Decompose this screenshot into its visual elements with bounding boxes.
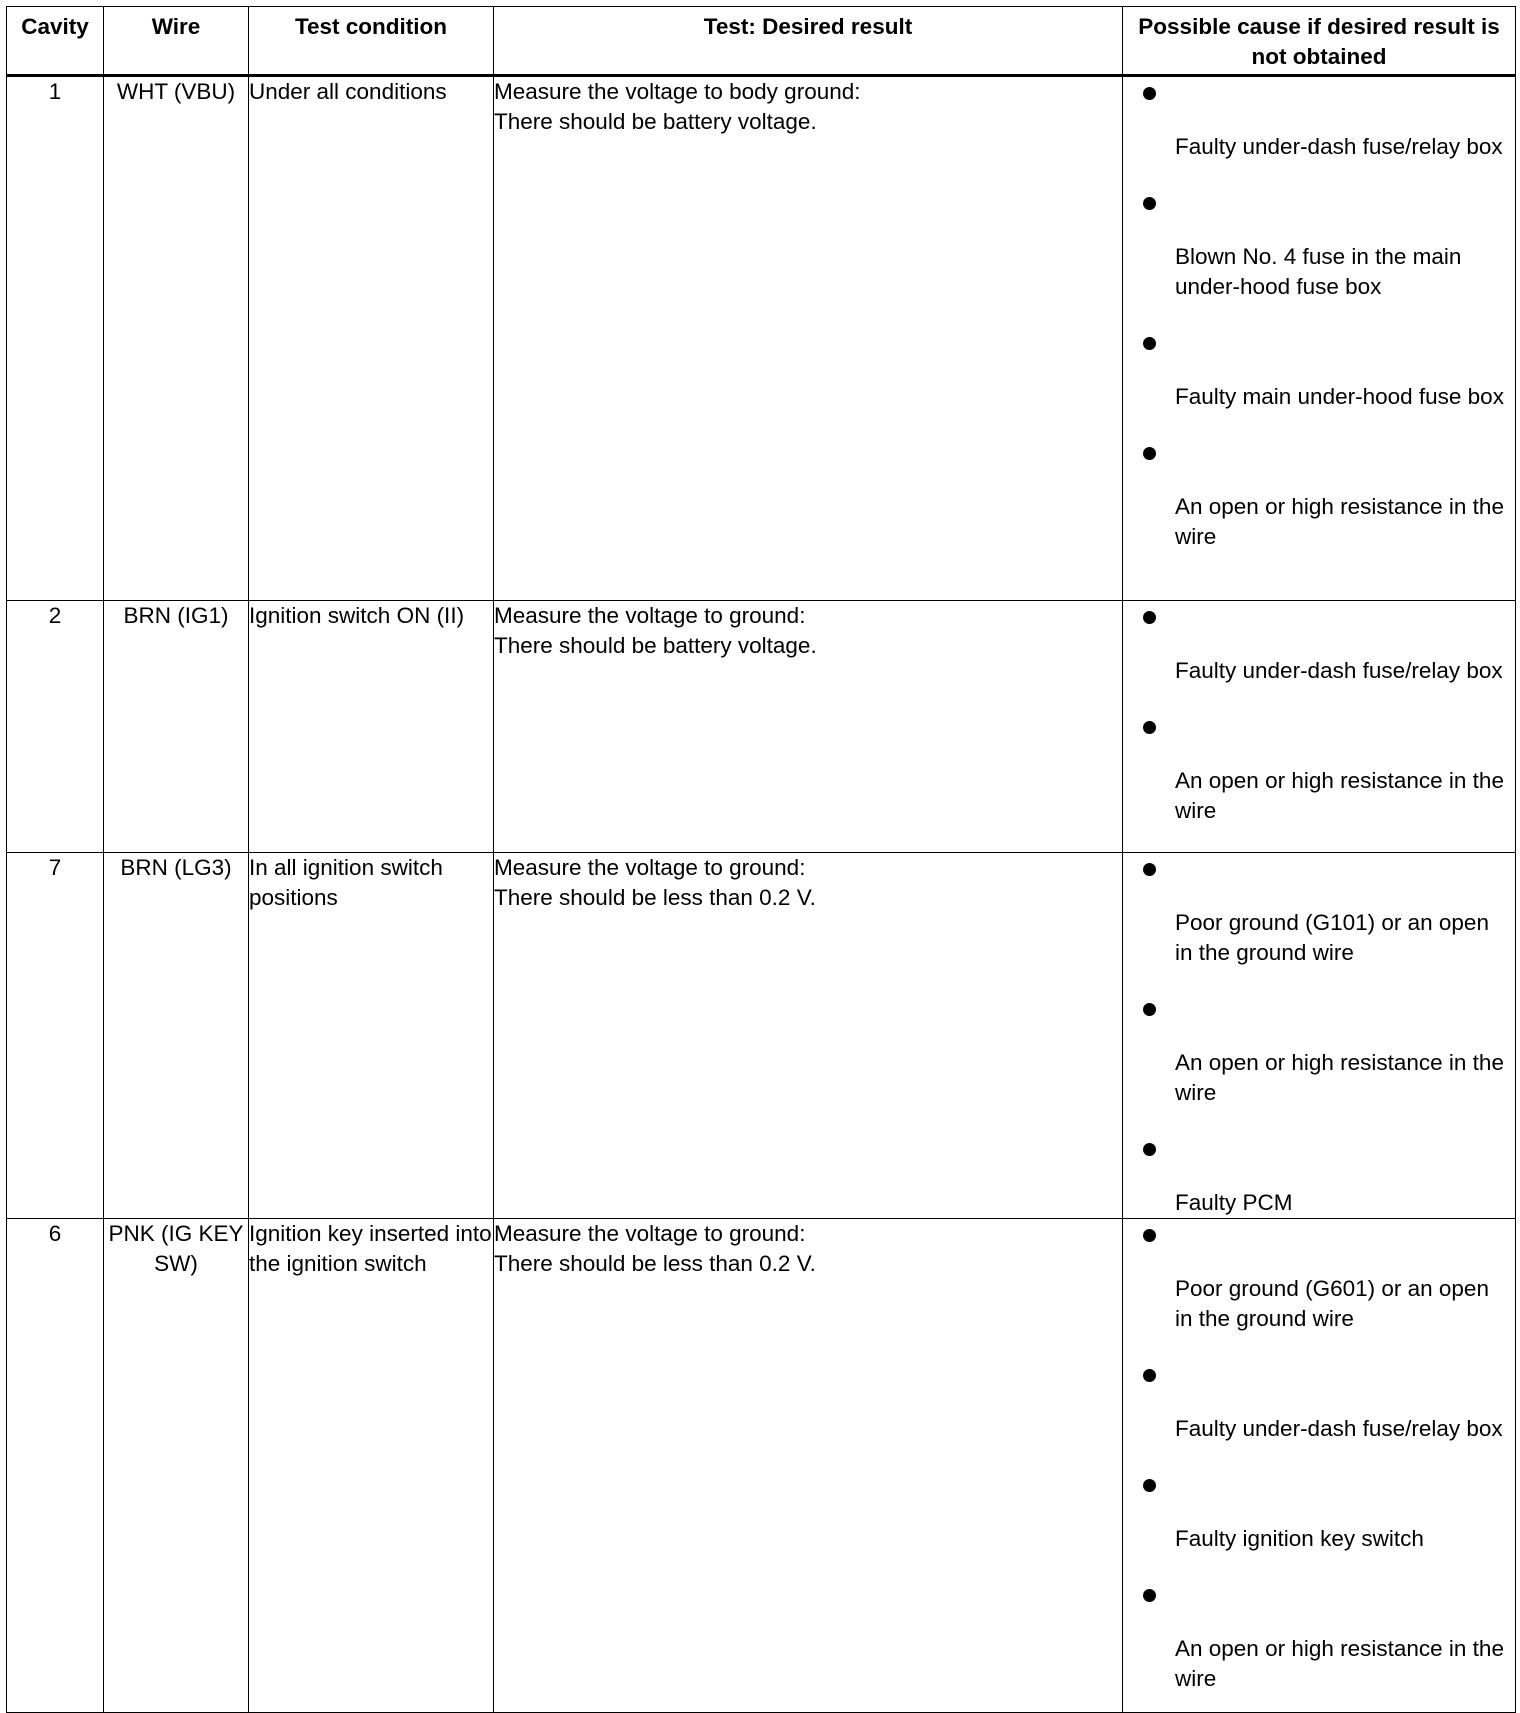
cause-text: Poor ground (G101) or an open in the ground wire: [1175, 910, 1489, 965]
possible-cause-cell: [1123, 1219, 1516, 1713]
test-condition-cell: In all ignition switch positions: [249, 853, 494, 1219]
bullet-icon: [1143, 197, 1156, 210]
cause-item: [1123, 993, 1515, 1108]
table-row: [7, 601, 1516, 853]
cause-text: An open or high resistance in the wire: [1175, 768, 1504, 823]
cause-text: Faulty ignition key switch: [1175, 1526, 1424, 1551]
table-header-row: [7, 7, 1516, 76]
desired-result-cell: Measure the voltage to body ground: There should be battery voltage.: [494, 76, 1123, 601]
cause-item: [1123, 437, 1515, 552]
possible-cause-cell: [1123, 853, 1516, 1219]
bullet-line: [1123, 187, 1515, 242]
bullet-line: [1123, 711, 1515, 766]
cause-item: [1123, 1579, 1515, 1694]
cause-item: [1123, 711, 1515, 826]
header-test-condition: Test condition: [249, 7, 494, 76]
cause-text: An open or high resistance in the wire: [1175, 1636, 1504, 1691]
bullet-icon: [1143, 611, 1156, 624]
bullet-icon: [1143, 863, 1156, 876]
bullet-line: [1123, 1359, 1515, 1414]
desired-result-cell: Measure the voltage to ground: There should be less than 0.2 V.: [494, 853, 1123, 1219]
cavity-cell: 7: [7, 853, 104, 1219]
header-wire: Wire: [104, 7, 249, 76]
cause-item: [1123, 187, 1515, 302]
cause-text: Poor ground (G601) or an open in the ground wire: [1175, 1276, 1489, 1331]
bullet-line: [1123, 993, 1515, 1048]
cause-text: An open or high resistance in the wire: [1175, 1050, 1504, 1105]
header-desired-result: Test: Desired result: [494, 7, 1123, 76]
bullet-line: [1123, 1579, 1515, 1634]
cause-text: An open or high resistance in the wire: [1175, 494, 1504, 549]
desired-result-cell: Measure the voltage to ground: There should be less than 0.2 V.: [494, 1219, 1123, 1713]
bullet-icon: [1143, 721, 1156, 734]
cause-item: [1123, 601, 1515, 686]
connector-test-table: [6, 6, 1516, 1713]
test-condition-cell: Under all conditions: [249, 76, 494, 601]
cause-text: Faulty under-dash fuse/relay box: [1175, 1416, 1503, 1441]
cause-item: [1123, 1469, 1515, 1554]
bullet-line: [1123, 437, 1515, 492]
cause-item: [1123, 1133, 1515, 1218]
bullet-icon: [1143, 337, 1156, 350]
cause-text: Blown No. 4 fuse in the main under-hood fuse box: [1175, 244, 1462, 299]
cause-item: [1123, 77, 1515, 162]
cavity-cell: 1: [7, 76, 104, 601]
bullet-line: [1123, 77, 1515, 132]
bullet-icon: [1143, 1229, 1156, 1242]
cause-text: Faulty main under-hood fuse box: [1175, 384, 1504, 409]
table-row: [7, 853, 1516, 1219]
bullet-line: [1123, 1133, 1515, 1188]
bullet-icon: [1143, 1003, 1156, 1016]
table-row: [7, 1219, 1516, 1713]
header-cavity: Cavity: [7, 7, 104, 76]
test-condition-cell: Ignition switch ON (II): [249, 601, 494, 853]
possible-cause-cell: [1123, 76, 1516, 601]
cause-text: Faulty under-dash fuse/relay box: [1175, 134, 1503, 159]
possible-cause-cell: [1123, 601, 1516, 853]
wire-cell: BRN (IG1): [104, 601, 249, 853]
test-condition-cell: Ignition key inserted into the ignition switch: [249, 1219, 494, 1713]
bullet-icon: [1143, 1479, 1156, 1492]
bullet-icon: [1143, 1589, 1156, 1602]
desired-result-cell: Measure the voltage to ground: There should be battery voltage.: [494, 601, 1123, 853]
table-body: [7, 76, 1516, 1713]
cause-item: [1123, 327, 1515, 412]
cause-text: Faulty PCM: [1175, 1190, 1293, 1215]
bullet-line: [1123, 853, 1515, 908]
bullet-icon: [1143, 1369, 1156, 1382]
wire-cell: PNK (IG KEY SW): [104, 1219, 249, 1713]
bullet-icon: [1143, 447, 1156, 460]
cause-item: [1123, 1219, 1515, 1334]
cause-item: [1123, 853, 1515, 968]
bullet-line: [1123, 601, 1515, 656]
wire-cell: BRN (LG3): [104, 853, 249, 1219]
bullet-line: [1123, 1469, 1515, 1524]
cavity-cell: 6: [7, 1219, 104, 1713]
table-row: [7, 76, 1516, 601]
bullet-icon: [1143, 87, 1156, 100]
bullet-line: [1123, 1219, 1515, 1274]
cause-text: Faulty under-dash fuse/relay box: [1175, 658, 1503, 683]
bullet-line: [1123, 327, 1515, 382]
cause-item: [1123, 1359, 1515, 1444]
wire-cell: WHT (VBU): [104, 76, 249, 601]
bullet-icon: [1143, 1143, 1156, 1156]
header-possible-cause: Possible cause if desired result is not obtained: [1123, 7, 1516, 76]
cavity-cell: 2: [7, 601, 104, 853]
